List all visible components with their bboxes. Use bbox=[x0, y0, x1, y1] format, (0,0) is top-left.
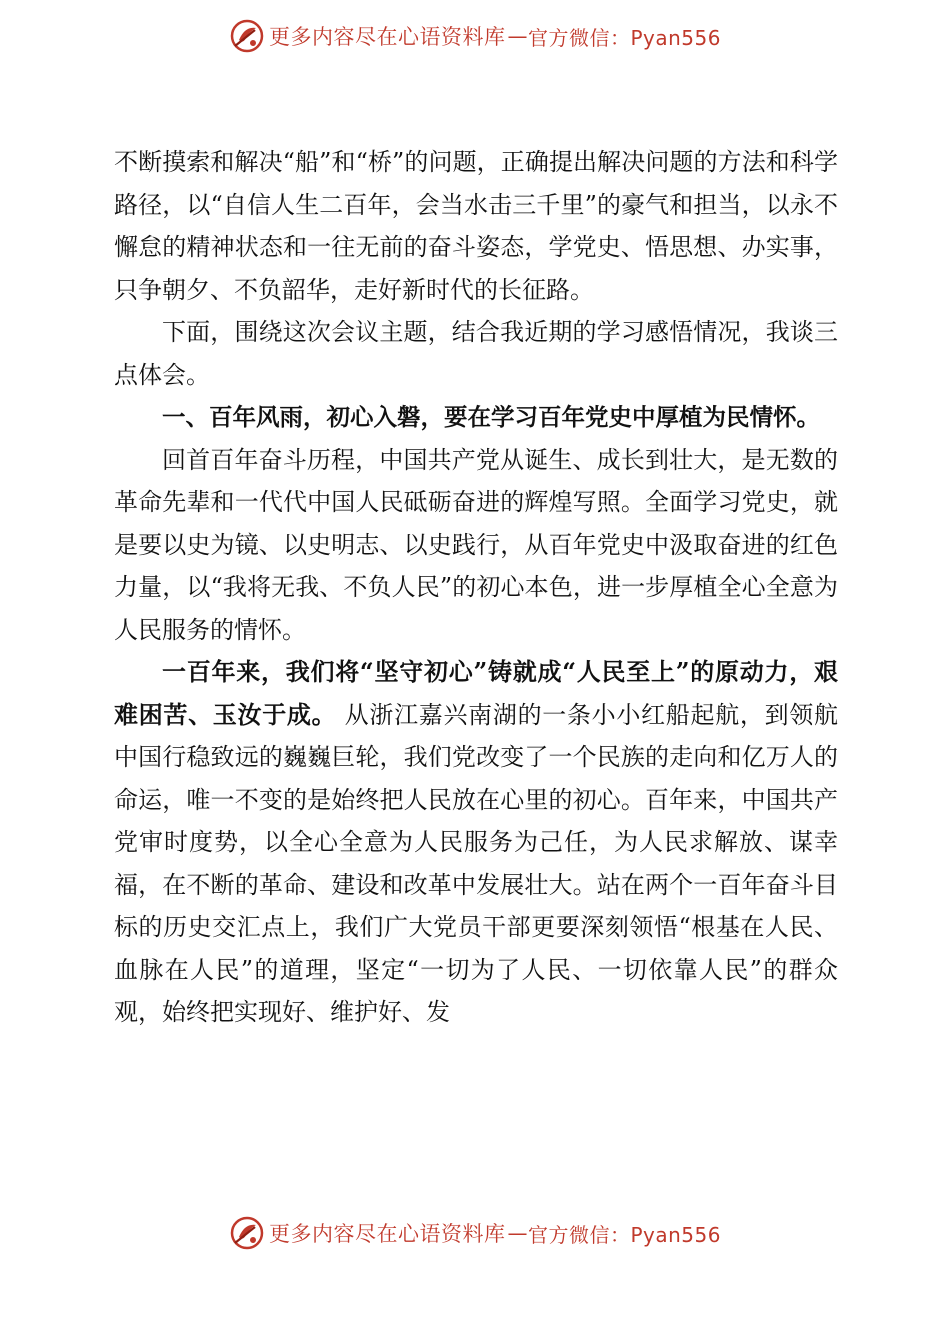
banner-text: 更多内容尽在心语资料库 bbox=[268, 25, 506, 49]
banner-wechat: 官方微信：Pyan556 bbox=[527, 25, 721, 50]
banner-separator: — bbox=[507, 1221, 528, 1245]
banner-wechat: 官方微信：Pyan556 bbox=[527, 1222, 721, 1247]
banner-separator: — bbox=[507, 24, 528, 48]
seal-logo-icon bbox=[229, 1215, 265, 1251]
paragraph-2: 下面，围绕这次会议主题，结合我近期的学习感悟情况，我谈三点体会。 bbox=[114, 318, 838, 389]
paragraph-1: 不断摸索和解决“船”和“桥”的问题，正确提出解决问题的方法和科学路径，以“自信人生二百年，会当水击三千里”的豪气和担当，以永不懈怠的精神状态和一往无前的奋斗姿态，学党史、悟思想、办实事，只争朝夕、不负韶华，走好新时代的长征路。 bbox=[114, 148, 838, 304]
header-banner bbox=[0, 16, 950, 56]
banner-text: 更多内容尽在心语资料库 bbox=[268, 1222, 506, 1246]
paragraph-4 bbox=[114, 651, 838, 1034]
footer-banner bbox=[0, 1213, 950, 1253]
document-body bbox=[114, 141, 838, 1034]
paragraph-3: 回首百年奋斗历程，中国共产党从诞生、成长到壮大，是无数的革命先辈和一代代中国人民砥砺奋进的辉煌写照。全面学习党史，就是要以史为镜、以史明志、以史践行，从百年党史中汲取奋进的红色力量，以“我将无我、不负人民”的初心本色，进一步厚植全心全意为人民服务的情怀。 bbox=[114, 445, 838, 644]
seal-logo-icon bbox=[229, 18, 265, 54]
paragraph-4-body: 从浙江嘉兴南湖的一条小小红船起航，到领航中国行稳致远的巍巍巨轮，我们党改变了一个民族的走向和亿万人的命运，唯一不变的是始终把人民放在心里的初心。百年来，中国共产党审时度势，以全心全意为人民服务为己任，为人民求解放、谋幸福，在不断的革命、建设和改革中发展壮大。站在两个一百年奋斗目标的历史交汇点上，我们广大党员干部更要深刻领悟“根基在人民、血脉在人民”的道理，坚定“一切为了人民、一切依靠人民”的群众观，始终把实现好、维护好、发 bbox=[114, 700, 838, 1026]
section-heading-1: 一、百年风雨，初心入磐，要在学习百年党史中厚植为民情怀。 bbox=[162, 403, 820, 431]
paragraph-4-bold-lead: 一百年来，我们将“坚守初心”铸就成“人民至上”的原动力，艰难困苦、玉汝于成。 bbox=[114, 657, 838, 729]
